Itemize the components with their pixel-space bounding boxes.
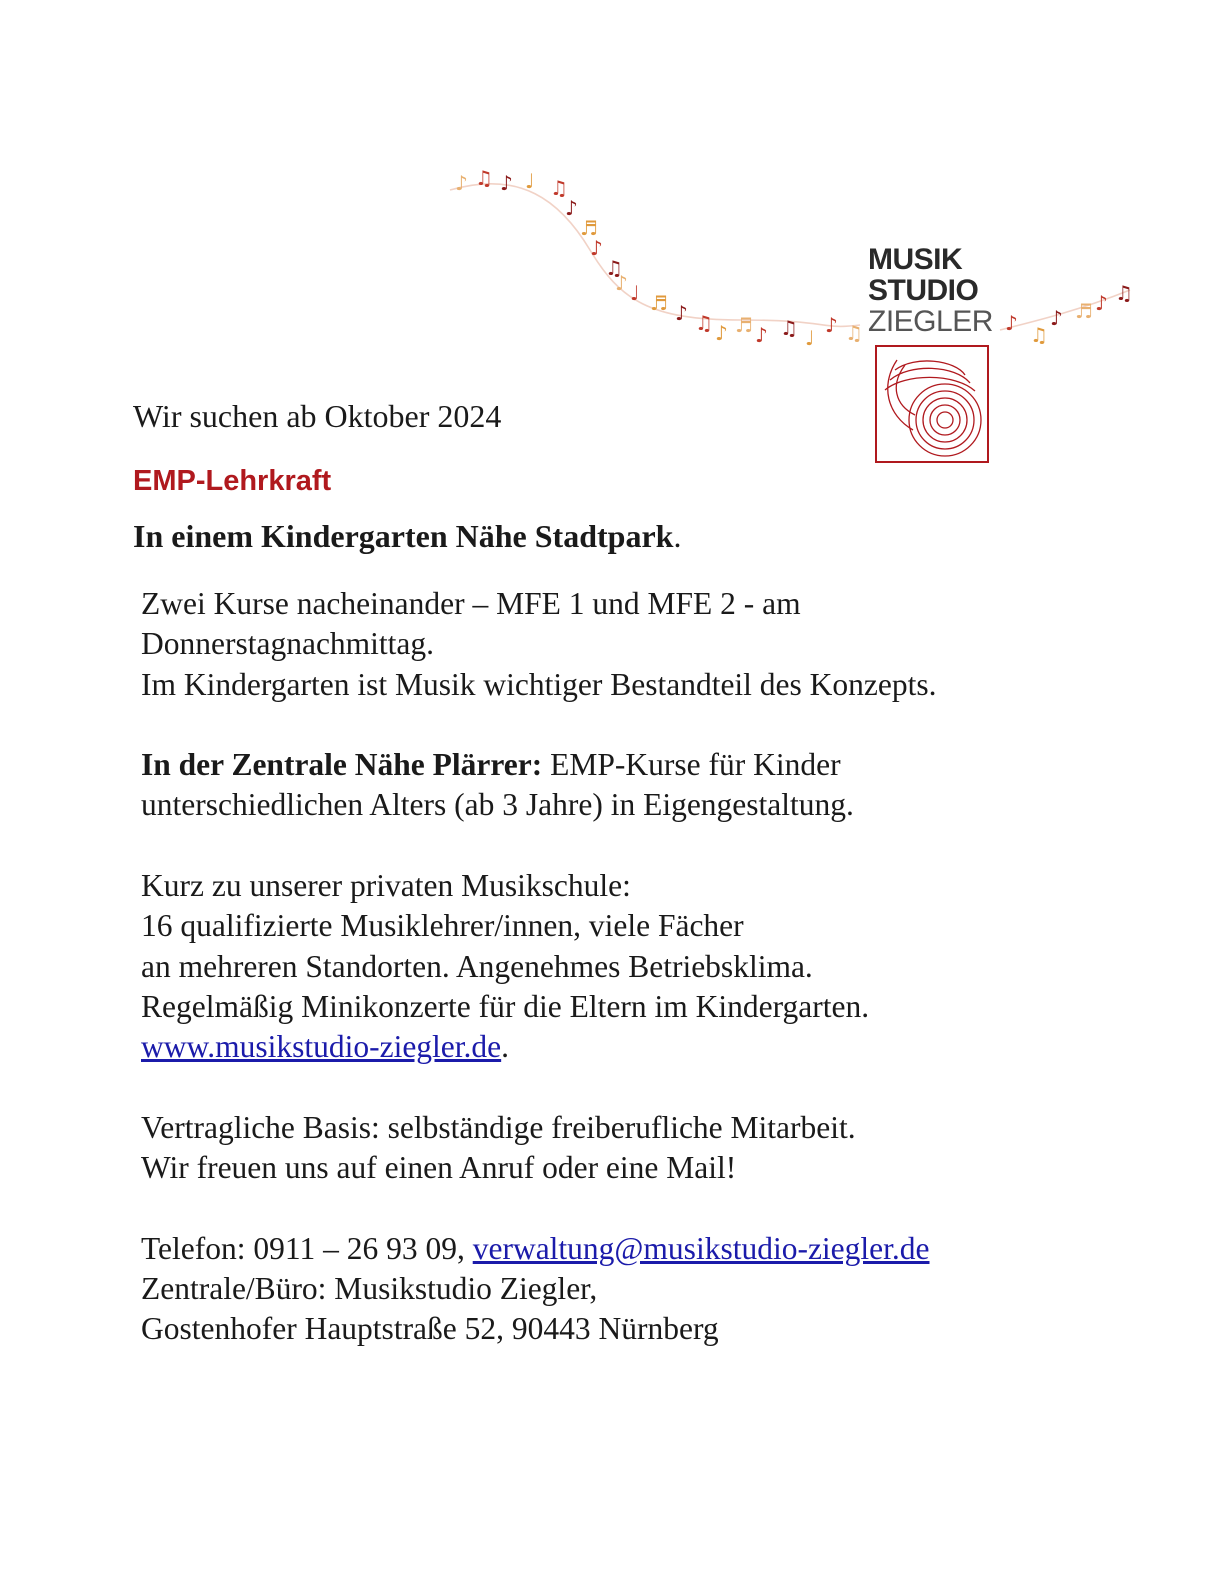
svg-text:♪: ♪ <box>1095 291 1108 315</box>
svg-text:♪: ♪ <box>455 171 468 195</box>
svg-text:♪: ♪ <box>615 271 628 295</box>
svg-text:♪: ♪ <box>565 196 578 220</box>
logo-line-ziegler: ZIEGLER <box>868 305 993 338</box>
website-link[interactable]: www.musikstudio-ziegler.de <box>141 1029 502 1065</box>
svg-text:♬: ♬ <box>580 216 598 240</box>
contact-line-3: Gostenhofer Hauptstraße 52, 90443 Nürnberg <box>141 1311 719 1347</box>
about-line-1: Kurz zu unserer privaten Musikschule: <box>141 868 631 904</box>
logo-line-studio: STUDIO <box>868 274 979 307</box>
svg-text:♪: ♪ <box>825 313 838 337</box>
courses-line-2: Donnerstagnachmittag. <box>141 626 435 662</box>
svg-text:♫: ♫ <box>475 166 493 190</box>
svg-text:♬: ♬ <box>1075 299 1093 323</box>
svg-text:♩: ♩ <box>630 281 640 305</box>
about-paragraph <box>141 866 1141 1067</box>
courses-paragraph <box>141 584 1141 705</box>
logo-wordmark <box>868 244 998 337</box>
svg-text:♪: ♪ <box>500 171 513 195</box>
location-heading <box>133 518 681 555</box>
central-line-1 <box>141 745 1141 785</box>
intro-text: Wir suchen ab Oktober 2024 <box>133 398 502 434</box>
svg-text:♫: ♫ <box>695 311 713 335</box>
svg-text:♫: ♫ <box>605 256 623 280</box>
central-rest: EMP-Kurse für Kinder <box>542 747 841 783</box>
email-link[interactable]: verwaltung@musikstudio-ziegler.de <box>472 1230 930 1266</box>
svg-text:♪: ♪ <box>675 301 688 325</box>
contract-line-1: Vertragliche Basis: selbständige freiberufliche Mitarbeit. <box>141 1109 856 1145</box>
about-line-4: Regelmäßig Minikonzerte für die Eltern im Kindergarten. <box>141 988 870 1024</box>
svg-text:♫: ♫ <box>1115 281 1133 305</box>
music-notes-decoration <box>440 160 1140 390</box>
svg-text:♫: ♫ <box>780 316 798 340</box>
svg-text:♪: ♪ <box>1050 306 1063 330</box>
central-line-2: unterschiedlichen Alters (ab 3 Jahre) in Eigengestaltung. <box>141 787 854 823</box>
location-bold: In einem Kindergarten Nähe Stadtpark <box>133 518 674 554</box>
contract-paragraph <box>141 1108 1141 1189</box>
svg-text:♪: ♪ <box>755 323 768 347</box>
courses-line-3: Im Kindergarten ist Musik wichtiger Bestandteil des Konzepts. <box>141 666 937 702</box>
contact-paragraph <box>141 1229 1141 1350</box>
svg-text:♩: ♩ <box>805 326 815 350</box>
job-title: EMP-Lehrkraft <box>133 465 332 497</box>
about-line-2: 16 qualifizierte Musiklehrer/innen, viele Fächer <box>141 908 744 944</box>
svg-text:♪: ♪ <box>1005 311 1018 335</box>
central-bold: In der Zentrale Nähe Plärrer: <box>141 747 543 783</box>
musikstudio-logo <box>868 244 998 468</box>
svg-text:♬: ♬ <box>650 291 668 315</box>
svg-text:♫: ♫ <box>845 321 863 345</box>
svg-text:♫: ♫ <box>1030 323 1048 347</box>
website-line <box>141 1027 1141 1067</box>
courses-line-1: Zwei Kurse nacheinander – MFE 1 und MFE 2 - am <box>141 586 801 621</box>
location-suffix: . <box>673 518 682 554</box>
logo-line-musik: MUSIK <box>868 243 963 276</box>
contact-line-2: Zentrale/Büro: Musikstudio Ziegler, <box>141 1271 598 1307</box>
svg-text:♪: ♪ <box>715 321 728 345</box>
contract-line-2: Wir freuen uns auf einen Anruf oder eine Mail! <box>141 1150 737 1186</box>
logo-spiral-icon <box>875 345 989 463</box>
job-description <box>141 584 1141 1390</box>
svg-text:♫: ♫ <box>550 176 568 200</box>
svg-text:♬: ♬ <box>735 313 753 337</box>
contact-line-1 <box>141 1229 1141 1269</box>
svg-text:♩: ♩ <box>525 169 535 193</box>
website-suffix: . <box>501 1029 510 1065</box>
central-paragraph <box>141 745 1141 826</box>
phone-text: Telefon: 0911 – 26 93 09, <box>141 1230 473 1266</box>
about-line-3: an mehreren Standorten. Angenehmes Betriebsklima. <box>141 948 813 984</box>
svg-text:♪: ♪ <box>590 236 603 260</box>
